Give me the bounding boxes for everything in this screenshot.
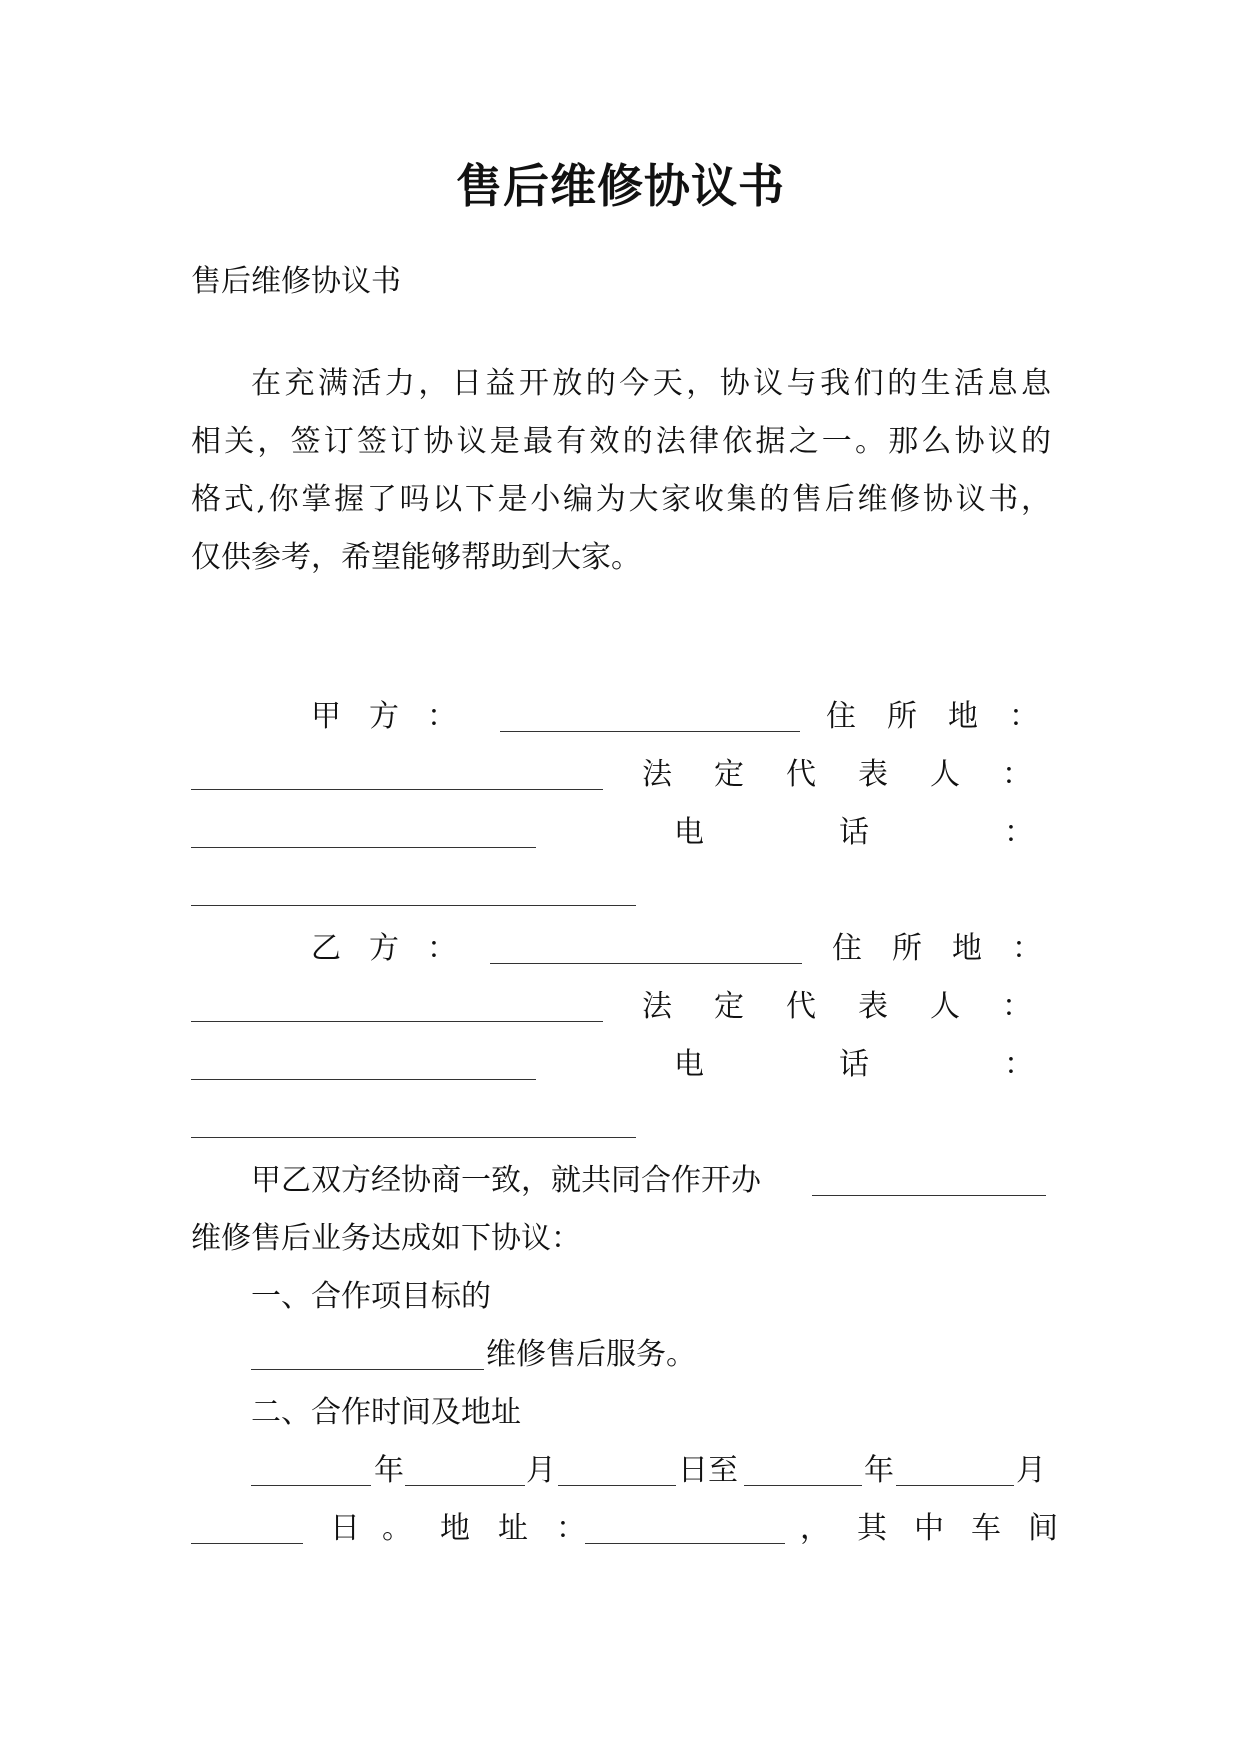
party-a-name-blank [500, 731, 800, 732]
start-day-blank [558, 1485, 676, 1486]
party-b-address-label: 住所地： [832, 931, 1072, 966]
agreement-intro-line-1: 甲乙双方经协商一致，就共同合作开办 [251, 1163, 761, 1198]
end-month-blank [896, 1485, 1014, 1486]
party-a-phone-label: 电话： [674, 815, 1169, 850]
end-month-label: 月 [1016, 1453, 1046, 1488]
party-a-address-label: 住所地： [826, 699, 1070, 734]
workshop-label: ，其中车间 [800, 1511, 1085, 1546]
party-b-rep-label: 法定代表人： [642, 989, 1074, 1024]
party-b-phone-blank [191, 1137, 636, 1138]
intro-line-1: 在充满活力，日益开放的今天，协议与我们的生活息息 [251, 366, 1051, 401]
section-1-body: 维修售后服务。 [486, 1337, 696, 1372]
section-2-heading: 二、合作时间及地址 [251, 1395, 521, 1430]
end-day-label: 日 [330, 1511, 360, 1546]
party-b-label: 乙方： [311, 931, 485, 966]
party-b-rep-blank [191, 1079, 536, 1080]
end-year-label: 年 [864, 1453, 894, 1488]
start-year-label: 年 [374, 1453, 404, 1488]
intro-line-3: 格式,你掌握了吗以下是小编为大家收集的售后维修协议书， [191, 482, 1051, 517]
end-year-blank [744, 1485, 862, 1486]
start-day-to-label: 日至 [678, 1453, 738, 1488]
start-year-blank [251, 1485, 371, 1486]
start-month-blank [405, 1485, 525, 1486]
address-label: 。地址： [382, 1511, 614, 1546]
section-1-heading: 一、合作项目标的 [251, 1279, 491, 1314]
intro-line-4: 仅供参考，希望能够帮助到大家。 [191, 540, 641, 575]
party-a-rep-label: 法定代表人： [642, 757, 1074, 792]
party-a-rep-blank [191, 847, 536, 848]
document-subtitle: 售后维修协议书 [191, 264, 401, 299]
party-a-label: 甲方： [311, 699, 485, 734]
project-blank [251, 1369, 484, 1370]
document-title: 售后维修协议书 [456, 159, 785, 213]
end-day-blank [191, 1543, 303, 1544]
party-b-phone-label: 电话： [674, 1047, 1169, 1082]
business-name-blank [812, 1195, 1046, 1196]
start-month-label: 月 [526, 1453, 556, 1488]
agreement-intro-line-2: 维修售后业务达成如下协议： [191, 1221, 581, 1256]
party-b-name-blank [490, 963, 802, 964]
address-blank [585, 1543, 785, 1544]
party-a-address-blank [191, 789, 603, 790]
party-b-address-blank [191, 1021, 603, 1022]
intro-line-2: 相关，签订签订协议是最有效的法律依据之一。那么协议的 [191, 424, 1051, 459]
party-a-phone-blank [191, 905, 636, 906]
